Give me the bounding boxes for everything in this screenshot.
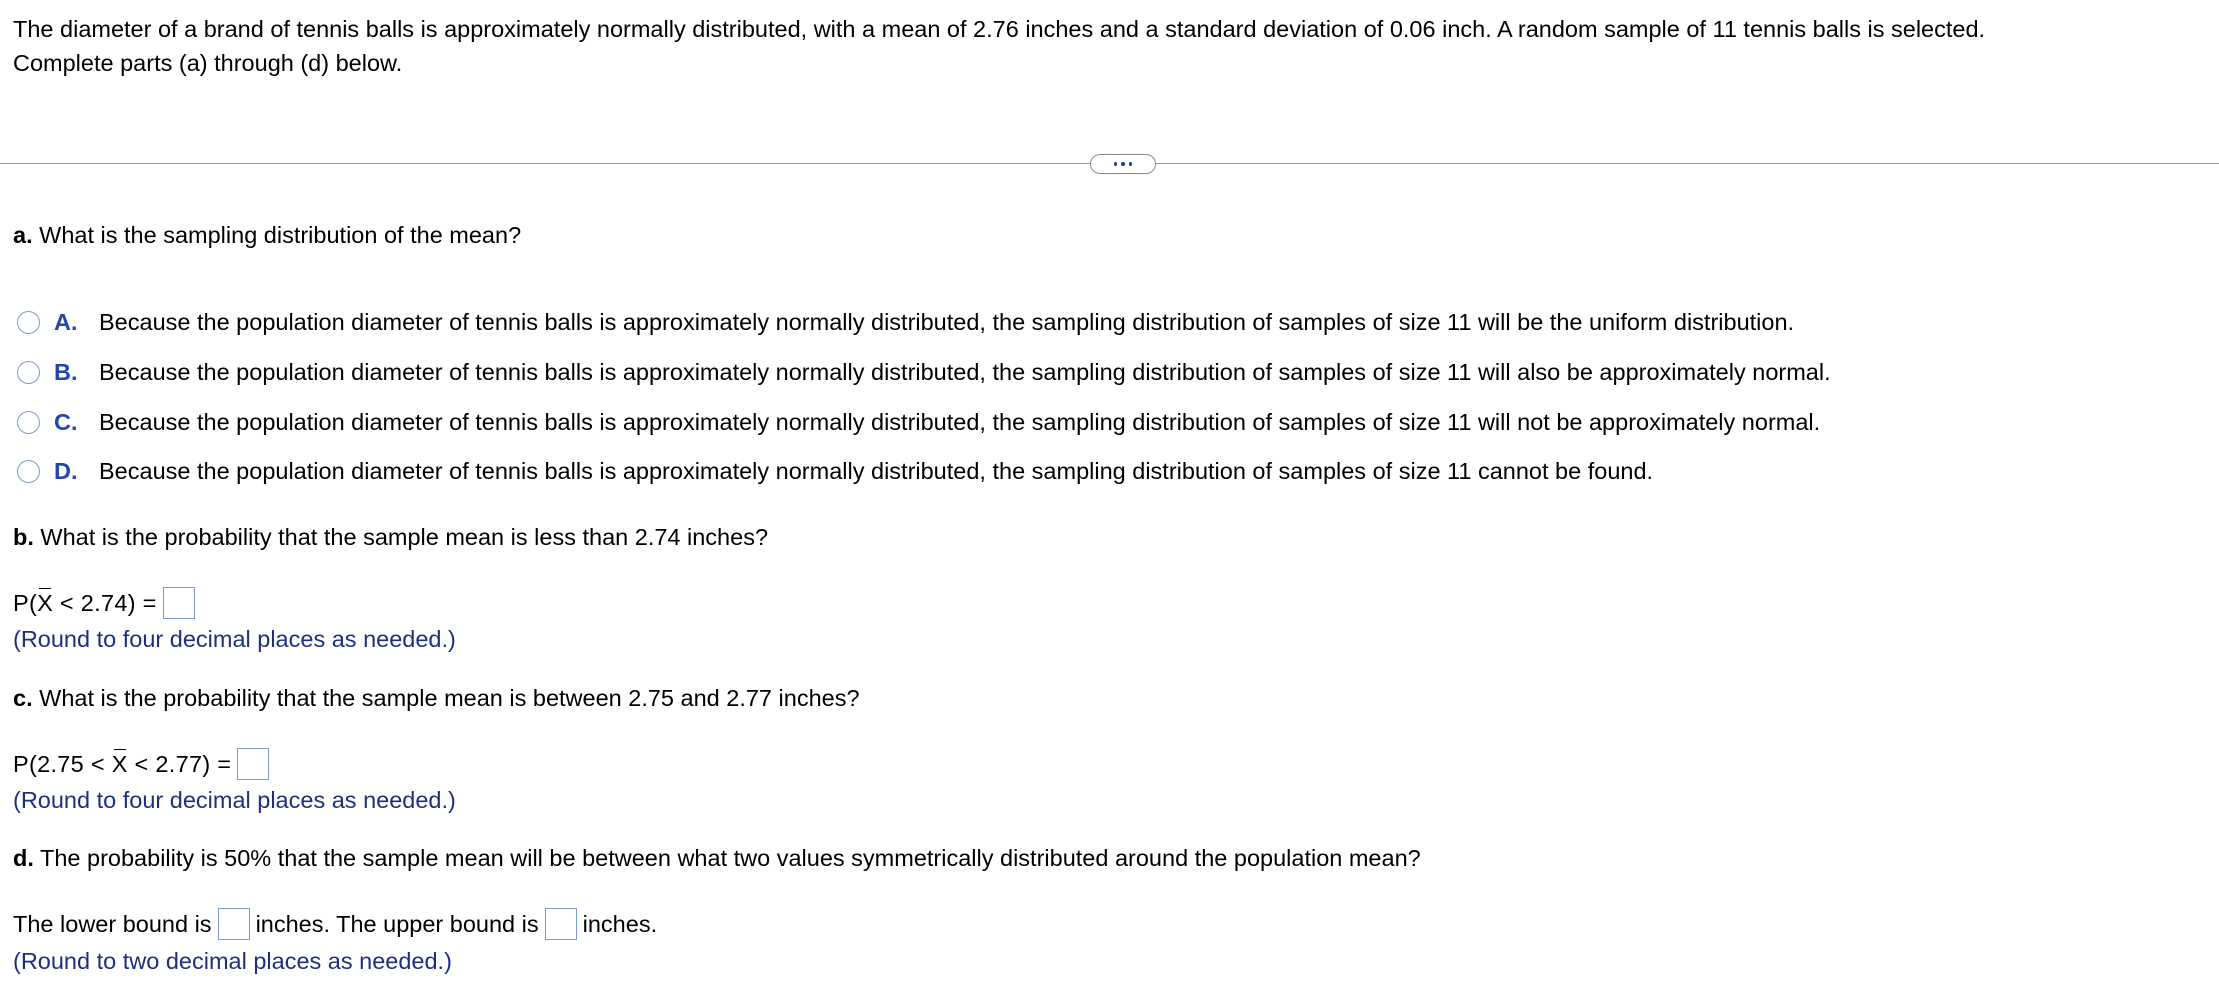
part-a-text: What is the sampling distribution of the mean? [32, 222, 522, 248]
option-text: Because the population diameter of tennis balls is approximately normally distributed, the sampling distribution of samples of size 11 will be the uniform distribution. [99, 308, 1795, 335]
part-d-letter: d. [13, 845, 34, 871]
part-c-text: What is the probability that the sample mean is between 2.75 and 2.77 inches? [32, 685, 860, 711]
x-bar-symbol: X [111, 750, 128, 777]
part-c-answer-input[interactable] [237, 748, 269, 780]
option-letter: C. [54, 408, 78, 435]
part-b-rounding-note: (Round to four decimal places as needed.) [13, 626, 456, 652]
part-b-answer-input[interactable] [163, 587, 195, 619]
option-text: Because the population diameter of tennis balls is approximately normally distributed, the sampling distribution of samples of size 11 will also be approximately normal. [99, 358, 1831, 385]
expr-prefix: P( [13, 589, 38, 616]
expr-suffix: < 2.77) = [127, 750, 232, 777]
inches-label: inches. [582, 910, 658, 937]
option-letter: B. [54, 358, 78, 385]
problem-line-1: The diameter of a brand of tennis balls is approximately normally distributed, with a mean of 2.76 inches and a standard deviation of 0.06 inch. A random sample of 11 tennis balls is selected. [13, 16, 1986, 42]
option-text: Because the population diameter of tennis balls is approximately normally distributed, the sampling distribution of samples of size 11 will not be approximately normal. [99, 408, 1821, 435]
part-a-question [13, 222, 521, 249]
part-d-rounding-note: (Round to two decimal places as needed.) [13, 948, 452, 974]
part-c-question [13, 685, 860, 712]
option-letter: D. [54, 457, 78, 484]
upper-bound-label: inches. The upper bound is [255, 910, 539, 937]
ellipsis-icon [1114, 162, 1118, 166]
probability-expression [13, 751, 231, 778]
lower-bound-label: The lower bound is [13, 910, 212, 937]
expr-prefix: P(2.75 < [13, 750, 112, 777]
part-d-answer-row [13, 905, 657, 943]
option-d[interactable] [17, 456, 1653, 486]
problem-line-2: Complete parts (a) through (d) below. [13, 50, 403, 76]
part-d-text: The probability is 50% that the sample mean will be between what two values symmetrically distributed around the population mean? [33, 845, 1421, 871]
option-c[interactable] [17, 407, 1820, 437]
ellipsis-icon [1129, 162, 1133, 166]
option-a[interactable] [17, 307, 1794, 337]
part-b-question [13, 524, 768, 551]
part-c-letter: c. [13, 685, 33, 711]
radio-button[interactable] [17, 311, 40, 334]
x-bar-symbol: X [37, 589, 54, 616]
radio-button[interactable] [17, 460, 40, 483]
expr-suffix: < 2.74) = [53, 589, 157, 616]
problem-statement [13, 12, 2213, 80]
probability-expression [13, 590, 157, 617]
option-b[interactable] [17, 357, 1831, 387]
part-c-rounding-note: (Round to four decimal places as needed.) [13, 787, 456, 813]
part-b-text: What is the probability that the sample mean is less than 2.74 inches? [33, 524, 769, 550]
part-d-question [13, 845, 1421, 872]
part-c-answer-row [13, 745, 275, 783]
ellipsis-icon [1121, 162, 1125, 166]
lower-bound-input[interactable] [218, 908, 250, 940]
option-letter: A. [54, 308, 78, 335]
part-a-letter: a. [13, 222, 33, 248]
part-b-letter: b. [13, 524, 34, 550]
radio-button[interactable] [17, 361, 40, 384]
more-options-button[interactable] [1090, 154, 1156, 174]
option-text: Because the population diameter of tennis balls is approximately normally distributed, the sampling distribution of samples of size 11 cannot be found. [99, 457, 1654, 484]
radio-button[interactable] [17, 411, 40, 434]
upper-bound-input[interactable] [545, 908, 577, 940]
part-b-answer-row [13, 584, 201, 622]
